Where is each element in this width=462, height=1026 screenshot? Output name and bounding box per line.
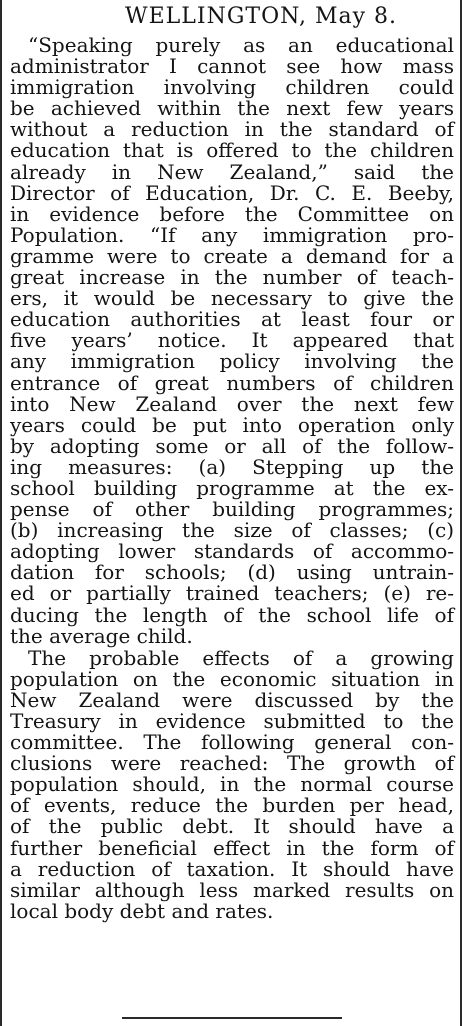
paragraph-1 <box>10 35 454 647</box>
text-line: clusions were reached: The growth of <box>10 751 454 776</box>
text-line: education that is offered to the children <box>10 138 454 163</box>
text-line: of events, reduce the burden per head, <box>10 793 454 818</box>
text-line: Director of Education, Dr. C. E. Beeby, <box>10 180 454 205</box>
text-line: without a reduction in the standard of <box>10 117 454 142</box>
text-line: into New Zealand over the next few <box>10 391 454 416</box>
text-line: any immigration policy involving the <box>10 349 454 374</box>
text-line: already in New Zealand,” said the <box>10 159 454 184</box>
text-line: pense of other building programmes; <box>10 497 454 522</box>
text-line: further beneficial effect in the form of <box>10 835 454 860</box>
text-line: dation for schools; (d) using untrain- <box>10 560 454 585</box>
text-line: entrance of great numbers of children <box>10 370 454 395</box>
dateline: WELLINGTON, May 8. <box>125 4 397 29</box>
text-line: five years’ notice. It appeared that <box>10 328 454 353</box>
text-line: by adopting some or all of the follow- <box>10 433 454 458</box>
text-line: population on the economic situation in <box>10 666 454 691</box>
bottom-rule <box>122 1017 342 1019</box>
text-line: a reduction of taxation. It should have <box>10 856 454 881</box>
text-line: gramme were to create a demand for a <box>10 243 454 268</box>
text-line: ed or partially trained teachers; (e) re- <box>10 581 454 606</box>
text-line: population should, in the normal course <box>10 772 454 797</box>
text-line: similar although less marked results on <box>10 877 454 902</box>
text-line: ing measures: (a) Stepping up the <box>10 454 454 479</box>
article-body <box>10 35 454 922</box>
text-line: The probable effects of a growing <box>28 645 454 670</box>
text-line: local body debt and rates. <box>10 898 274 923</box>
text-line: school building programme at the ex- <box>10 475 454 500</box>
text-line: of the public debt. It should have a <box>10 814 454 839</box>
text-line: ducing the length of the school life of <box>10 602 454 627</box>
text-line: Population. “If any immigration pro- <box>10 222 454 247</box>
text-line: “Speaking purely as an educational <box>28 33 454 57</box>
text-line: committee. The following general con- <box>10 730 454 755</box>
text-line: be achieved within the next few years <box>10 96 454 121</box>
text-line: Treasury in evidence submitted to the <box>10 709 454 733</box>
text-line: education authorities at least four or <box>10 307 454 332</box>
text-line: the average child. <box>10 623 193 648</box>
text-line: years could be put into operation only <box>10 412 454 437</box>
text-line: (b) increasing the size of classes; (c) <box>10 518 454 543</box>
text-line: New Zealand were discussed by the <box>10 687 454 712</box>
text-line: immigration involving children could <box>10 75 454 100</box>
text-line: in evidence before the Committee on <box>10 201 454 226</box>
text-line: ers, it would be necessary to give the <box>10 286 454 311</box>
paragraph-2 <box>10 645 454 923</box>
text-line: administrator I cannot see how mass <box>10 54 454 79</box>
text-line: great increase in the number of teach- <box>10 265 454 290</box>
text-line: adopting lower standards of accommo- <box>10 539 454 564</box>
